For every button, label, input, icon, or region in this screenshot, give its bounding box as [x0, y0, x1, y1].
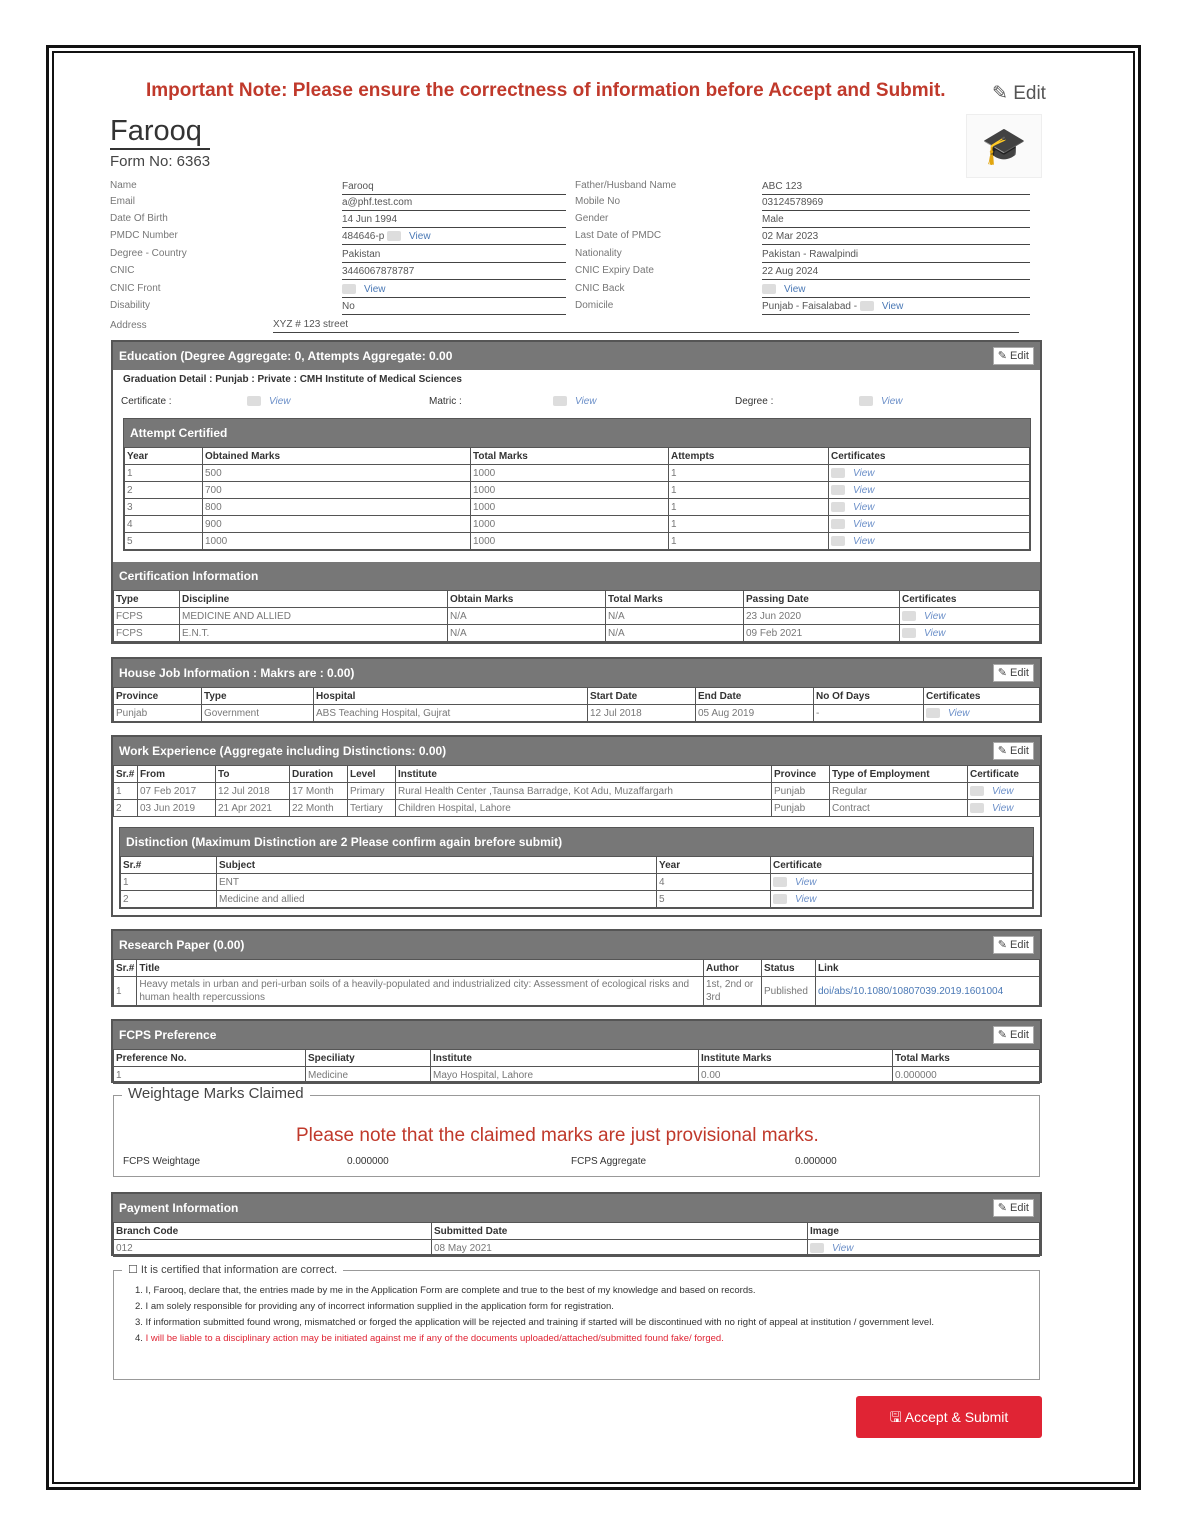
certification-col-3: Total Marks: [606, 591, 744, 608]
edit-education-button[interactable]: ✎ Edit: [993, 347, 1034, 365]
save-icon: 🖫: [889, 1409, 902, 1425]
fcps-col-0: Preference No.: [114, 1050, 306, 1067]
research-col-author: Author: [704, 960, 762, 977]
attempt-table: [124, 447, 1030, 550]
profile-value: [762, 248, 1030, 263]
profile-value-text: 02 Mar 2023: [762, 231, 819, 242]
attempt-cell: 1000: [471, 482, 669, 499]
attempt-cell: 1: [669, 482, 829, 499]
certification-col-1: Discipline: [180, 591, 448, 608]
attempt-cell[interactable]: [829, 533, 1030, 550]
house-job-col-4: End Date: [696, 688, 814, 705]
house-job-col-5: No Of Days: [814, 688, 924, 705]
house-job-col-3: Start Date: [588, 688, 696, 705]
degree-view-link[interactable]: View: [859, 396, 903, 407]
view-link[interactable]: View: [832, 1242, 854, 1254]
declaration-checkbox[interactable]: ☐ It is certified that information are correct.: [122, 1263, 343, 1276]
certification-cell[interactable]: [900, 608, 1040, 625]
attempt-col-3: Attempts: [669, 448, 829, 465]
certification-block: [113, 562, 1040, 642]
camera-icon: [859, 396, 873, 406]
payment-table: [113, 1222, 1040, 1257]
house-job-col-0: Province: [114, 688, 202, 705]
distinction-col-3: Certificate: [771, 857, 1033, 874]
work-cell: 12 Jul 2018: [216, 783, 290, 800]
distinction-cell: 1: [121, 874, 217, 891]
view-link[interactable]: View: [924, 627, 946, 639]
research-section: [111, 929, 1042, 1007]
certification-cell: E.N.T.: [180, 625, 448, 642]
profile-value: [342, 213, 566, 228]
work-cell: Tertiary: [348, 800, 396, 817]
profile-value-text: 14 Jun 1994: [342, 214, 398, 225]
table-row: [125, 516, 1030, 533]
camera-icon: [831, 468, 845, 478]
work-cell: 22 Month: [290, 800, 348, 817]
attempt-cell: 1000: [471, 465, 669, 482]
attempt-cell[interactable]: [829, 465, 1030, 482]
certification-cell: N/A: [606, 608, 744, 625]
declaration-list: [135, 1283, 995, 1347]
edit-fcps-button[interactable]: ✎ Edit: [993, 1026, 1034, 1044]
attempt-cell: 1: [669, 516, 829, 533]
distinction-cell: 5: [657, 891, 771, 908]
declaration-item-1: 1. I, Farooq, declare that, the entries made by me in the Application Form are complete and true to the best of my knowledge and based on records.: [135, 1285, 756, 1296]
weightage-legend: Weightage Marks Claimed: [122, 1085, 310, 1102]
profile-value: [342, 265, 566, 280]
profile-value-text: Pakistan: [342, 249, 381, 260]
research-col-status: Status: [762, 960, 816, 977]
house-job-col-6: Certificates: [924, 688, 1040, 705]
fcps-cell: Mayo Hospital, Lahore: [431, 1067, 699, 1084]
view-link[interactable]: View: [853, 501, 875, 513]
profile-value: [762, 196, 1030, 211]
camera-icon: [773, 894, 787, 904]
certificate-view-link[interactable]: View: [247, 396, 291, 407]
camera-icon: [970, 803, 984, 813]
profile-label: Email: [110, 196, 136, 207]
profile-label: CNIC Back: [575, 283, 625, 294]
education-section: [111, 340, 1042, 644]
house-job-col-2: Hospital: [314, 688, 588, 705]
distinction-cell: 2: [121, 891, 217, 908]
work-cell: Regular: [830, 783, 968, 800]
certification-cell: 23 Jun 2020: [744, 608, 900, 625]
profile-value-text: Pakistan - Rawalpindi: [762, 249, 859, 260]
work-header: [113, 737, 1040, 765]
view-link[interactable]: View: [409, 231, 431, 242]
camera-icon: [902, 611, 916, 621]
view-link[interactable]: View: [948, 707, 970, 719]
profile-value: [762, 213, 1030, 228]
research-sr: 1: [114, 977, 137, 1006]
profile-value-text: ABC 123: [762, 181, 803, 192]
certification-cell: FCPS: [114, 608, 180, 625]
certificate-label: Certificate :: [121, 396, 172, 407]
applicant-name: Farooq: [110, 114, 210, 150]
camera-icon: [773, 877, 787, 887]
profile-value-text: a@phf.test.com: [342, 197, 413, 208]
attempt-col-0: Year: [125, 448, 203, 465]
profile-label: Gender: [575, 213, 609, 224]
profile-label: Degree - Country: [110, 248, 187, 259]
address-label: Address: [110, 320, 147, 331]
attempt-cell: 1: [669, 533, 829, 550]
attempt-cell: 500: [203, 465, 471, 482]
fcps-aggregate-label: FCPS Aggregate: [571, 1156, 647, 1167]
attempt-cell: 2: [125, 482, 203, 499]
table-row: [114, 800, 1040, 817]
attempt-header: Attempt Certified: [124, 419, 1030, 447]
view-link[interactable]: View: [924, 610, 946, 622]
work-title: Work Experience (Aggregate including Distinctions: 0.00): [119, 744, 447, 758]
profile-label: Date Of Birth: [110, 213, 168, 224]
view-link[interactable]: View: [784, 284, 806, 295]
edit-research-button[interactable]: ✎ Edit: [993, 936, 1034, 954]
attempt-col-1: Obtained Marks: [203, 448, 471, 465]
table-row: [114, 783, 1040, 800]
attempt-cell: 1: [669, 465, 829, 482]
camera-icon: [860, 301, 874, 311]
house-job-cell: Punjab: [114, 705, 202, 722]
edit-payment-button[interactable]: ✎ Edit: [993, 1199, 1034, 1217]
table-row: [114, 608, 1040, 625]
attempt-cell[interactable]: [829, 499, 1030, 516]
work-cell[interactable]: [968, 800, 1040, 817]
distinction-cell: Medicine and allied: [217, 891, 657, 908]
work-cell: 21 Apr 2021: [216, 800, 290, 817]
fcps-cell: 1: [114, 1067, 306, 1084]
education-header: [113, 342, 1040, 370]
payment-header: [113, 1194, 1040, 1222]
profile-value-text: Punjab - Faisalabad -: [762, 301, 858, 312]
house-job-header: [113, 659, 1040, 687]
profile-label: Mobile No: [575, 196, 621, 207]
certification-col-0: Type: [114, 591, 180, 608]
house-job-cell: Government: [202, 705, 314, 722]
camera-icon: [831, 502, 845, 512]
profile-label: Domicile: [575, 300, 614, 311]
fcps-preference-section: [111, 1019, 1042, 1083]
profile-value: [342, 196, 566, 211]
payment-cell[interactable]: [808, 1240, 1040, 1257]
view-link[interactable]: View: [853, 484, 875, 496]
distinction-cell[interactable]: [771, 874, 1033, 891]
work-cell: 07 Feb 2017: [138, 783, 216, 800]
edit-work-button[interactable]: ✎ Edit: [993, 742, 1034, 760]
fcps-cell: 0.000000: [893, 1067, 1040, 1084]
distinction-block: [119, 827, 1034, 909]
degree-label: Degree :: [735, 396, 774, 407]
payment-title: Payment Information: [119, 1201, 239, 1215]
logo-icon: 🎓: [981, 125, 1027, 166]
attempt-cell: 1000: [471, 516, 669, 533]
table-row: [125, 533, 1030, 550]
view-link[interactable]: View: [853, 467, 875, 479]
certification-cell: MEDICINE AND ALLIED: [180, 608, 448, 625]
work-col-1: From: [138, 766, 216, 783]
distinction-col-1: Subject: [217, 857, 657, 874]
profile-value: [762, 283, 1030, 298]
work-table: [113, 765, 1040, 817]
camera-icon: [387, 231, 401, 241]
house-job-section: [111, 657, 1042, 723]
accept-submit-label: Accept & Submit: [904, 1409, 1009, 1425]
profile-photo: [966, 114, 1042, 178]
camera-icon: [831, 519, 845, 529]
work-cell: Contract: [830, 800, 968, 817]
payment-col-2: Image: [808, 1223, 1040, 1240]
profile-value-text: No: [342, 301, 355, 312]
attempt-cell: 800: [203, 499, 471, 516]
declaration-item-3: 3. If information submitted found wrong, mismatched or forged the application will be rejected and training if started will be discontinued with no right of appeal at institution / government level.: [135, 1317, 934, 1328]
research-col-title: Title: [137, 960, 704, 977]
attempt-cell: 900: [203, 516, 471, 533]
view-link[interactable]: View: [795, 876, 817, 888]
edit-house-job-button[interactable]: ✎ Edit: [993, 664, 1034, 682]
table-row: [114, 1067, 1040, 1084]
certification-cell: 09 Feb 2021: [744, 625, 900, 642]
profile-value-text: 3446067878787: [342, 266, 415, 277]
house-job-cell: 12 Jul 2018: [588, 705, 696, 722]
profile-label: Name: [110, 180, 137, 191]
certification-cell: N/A: [448, 625, 606, 642]
research-title: Research Paper (0.00): [119, 938, 245, 952]
house-job-table: [113, 687, 1040, 722]
work-col-8: Certificate: [968, 766, 1040, 783]
camera-icon: [247, 396, 261, 406]
camera-icon: [762, 284, 776, 294]
attempt-col-2: Total Marks: [471, 448, 669, 465]
camera-icon: [970, 786, 984, 796]
profile-value: [762, 230, 1030, 245]
house-job-cell[interactable]: [924, 705, 1040, 722]
table-row: [125, 499, 1030, 516]
table-row: [121, 891, 1033, 908]
profile-label: CNIC Front: [110, 283, 161, 294]
profile-value: [342, 248, 566, 263]
profile-value-text: Farooq: [342, 181, 374, 192]
house-job-col-1: Type: [202, 688, 314, 705]
attempt-certified-box: [123, 418, 1031, 551]
address-value: XYZ # 123 street: [273, 318, 1019, 333]
attempt-cell: 1000: [471, 499, 669, 516]
work-cell: Rural Health Center ,Taunsa Barradge, Kot Adu, Muzaffargarh: [396, 783, 772, 800]
view-link[interactable]: View: [992, 802, 1014, 814]
work-col-5: Institute: [396, 766, 772, 783]
work-cell: Punjab: [772, 783, 830, 800]
distinction-col-0: Sr.#: [121, 857, 217, 874]
work-cell: 1: [114, 783, 138, 800]
attempt-col-4: Certificates: [829, 448, 1030, 465]
table-row: [121, 874, 1033, 891]
important-note: Important Note: Please ensure the correctness of information before Accept and Submit.: [146, 80, 946, 101]
camera-icon: [831, 485, 845, 495]
house-job-cell: -: [814, 705, 924, 722]
work-cell: Children Hospital, Lahore: [396, 800, 772, 817]
profile-value: [342, 283, 566, 298]
profile-value: [762, 300, 1030, 315]
profile-value: [342, 230, 566, 245]
work-cell: Punjab: [772, 800, 830, 817]
certification-cell: N/A: [448, 608, 606, 625]
payment-col-1: Submitted Date: [432, 1223, 808, 1240]
camera-icon: [553, 396, 567, 406]
payment-cell: 08 May 2021: [432, 1240, 808, 1257]
distinction-cell: 4: [657, 874, 771, 891]
fcps-header: [113, 1021, 1040, 1049]
distinction-col-2: Year: [657, 857, 771, 874]
payment-cell: 012: [114, 1240, 432, 1257]
table-row: [114, 1240, 1040, 1257]
house-job-cell: ABS Teaching Hospital, Gujrat: [314, 705, 588, 722]
attempt-cell[interactable]: [829, 516, 1030, 533]
work-cell: 17 Month: [290, 783, 348, 800]
view-link[interactable]: View: [853, 535, 875, 547]
profile-value-text: 03124578969: [762, 197, 824, 208]
fcps-cell: 0.00: [699, 1067, 893, 1084]
fcps-col-3: Institute Marks: [699, 1050, 893, 1067]
camera-icon: [342, 284, 356, 294]
certification-col-4: Passing Date: [744, 591, 900, 608]
declaration-item-2: 2. I am solely responsible for providing any of incorrect information supplied in the application form for registration.: [135, 1301, 614, 1312]
distinction-header: Distinction (Maximum Distinction are 2 Please confirm again brefore submit): [120, 828, 1033, 856]
table-row: [125, 465, 1030, 482]
education-title: Education (Degree Aggregate: 0, Attempts Aggregate: 0.00: [119, 349, 453, 363]
certification-table: [113, 590, 1040, 642]
attempt-cell: 1: [669, 499, 829, 516]
research-status: Published: [762, 977, 816, 1006]
work-cell[interactable]: [968, 783, 1040, 800]
camera-icon: [926, 708, 940, 718]
declaration-item-4-text: I will be liable to a disciplinary action may be initiated against me if any of the documents uploaded/attached/submitted found fake/ forged.: [145, 1333, 724, 1344]
certification-col-2: Obtain Marks: [448, 591, 606, 608]
work-col-4: Level: [348, 766, 396, 783]
fcps-col-2: Institute: [431, 1050, 699, 1067]
research-paper-title: Heavy metals in urban and peri-urban soils of a heavily-populated and industrialized city: Assessment of ecological risks and human health repercussions: [137, 977, 704, 1006]
profile-label: PMDC Number: [110, 230, 178, 241]
camera-icon: [810, 1243, 824, 1253]
profile-value-text: 484646-p: [342, 231, 385, 242]
view-link[interactable]: View: [881, 301, 904, 312]
matric-label: Matric :: [429, 396, 462, 407]
work-col-6: Province: [772, 766, 830, 783]
camera-icon: [831, 536, 845, 546]
research-col-sr: Sr.#: [114, 960, 137, 977]
work-col-0: Sr.#: [114, 766, 138, 783]
table-row: [125, 482, 1030, 499]
work-cell: Primary: [348, 783, 396, 800]
profile-label: CNIC: [110, 265, 135, 276]
attempt-cell: 700: [203, 482, 471, 499]
fcps-table: [113, 1049, 1040, 1084]
certification-cell: N/A: [606, 625, 744, 642]
profile-value: [762, 180, 1030, 195]
table-row: [114, 625, 1040, 642]
graduation-detail: Graduation Detail : Punjab : Private : CMH Institute of Medical Sciences: [123, 374, 462, 385]
fcps-aggregate-value: 0.000000: [795, 1156, 837, 1167]
attempt-cell: 1000: [471, 533, 669, 550]
profile-label: Disability: [110, 300, 151, 311]
work-cell: 2: [114, 800, 138, 817]
research-table: [113, 959, 1040, 1006]
profile-label: Nationality: [575, 248, 622, 259]
table-row: [114, 705, 1040, 722]
work-cell: 03 Jun 2019: [138, 800, 216, 817]
fcps-cell: Medicine: [306, 1067, 431, 1084]
profile-value-text: Male: [762, 214, 784, 225]
attempt-cell: 3: [125, 499, 203, 516]
payment-section: [111, 1192, 1042, 1256]
profile-value: [762, 265, 1030, 280]
fcps-title: FCPS Preference: [119, 1028, 217, 1042]
attempt-cell: 4: [125, 516, 203, 533]
view-link[interactable]: View: [364, 284, 386, 295]
research-author: 1st, 2nd or 3rd: [704, 977, 762, 1006]
profile-value: [342, 180, 566, 195]
attempt-cell: 5: [125, 533, 203, 550]
view-link[interactable]: View: [795, 893, 817, 905]
research-link[interactable]: doi/abs/10.1080/10807039.2019.1601004: [816, 977, 1040, 1006]
certification-cell[interactable]: [900, 625, 1040, 642]
work-col-7: Type of Employment: [830, 766, 968, 783]
house-job-title: House Job Information : Makrs are : 0.00): [119, 666, 355, 680]
declaration-item-4-number: 4.: [135, 1333, 143, 1344]
accept-submit-button[interactable]: [856, 1396, 1042, 1438]
distinction-cell[interactable]: [771, 891, 1033, 908]
work-experience-section: [111, 735, 1042, 917]
table-row: [114, 977, 1040, 1006]
camera-icon: [902, 628, 916, 638]
declaration-item-4: [135, 1331, 995, 1347]
certification-col-5: Certificates: [900, 591, 1040, 608]
certification-header: Certification Information: [113, 562, 1040, 590]
view-link[interactable]: View: [992, 785, 1014, 797]
fcps-col-1: Speciliaty: [306, 1050, 431, 1067]
fcps-col-4: Total Marks: [893, 1050, 1040, 1067]
distinction-table: [120, 856, 1033, 908]
matric-view-link[interactable]: View: [553, 396, 597, 407]
profile-label: CNIC Expiry Date: [575, 265, 654, 276]
work-col-2: To: [216, 766, 290, 783]
house-job-cell: 05 Aug 2019: [696, 705, 814, 722]
work-col-3: Duration: [290, 766, 348, 783]
view-link[interactable]: View: [853, 518, 875, 530]
fcps-weightage-value: 0.000000: [347, 1156, 389, 1167]
profile-label: Father/Husband Name: [575, 180, 677, 191]
form-number: Form No: 6363: [110, 153, 211, 170]
profile-label: Last Date of PMDC: [575, 230, 662, 241]
attempt-cell: 1000: [203, 533, 471, 550]
research-header: [113, 931, 1040, 959]
fcps-weightage-label: FCPS Weightage: [123, 1156, 201, 1167]
provisional-notice: Please note that the claimed marks are just provisional marks.: [296, 1125, 819, 1146]
attempt-cell[interactable]: [829, 482, 1030, 499]
distinction-cell: ENT: [217, 874, 657, 891]
profile-value-text: 22 Aug 2024: [762, 266, 819, 277]
attempt-cell: 1: [125, 465, 203, 482]
certification-cell: FCPS: [114, 625, 180, 642]
top-edit-button[interactable]: ✎ Edit: [992, 83, 1046, 104]
research-col-link: Link: [816, 960, 1040, 977]
payment-col-0: Branch Code: [114, 1223, 432, 1240]
profile-value: [342, 300, 566, 315]
